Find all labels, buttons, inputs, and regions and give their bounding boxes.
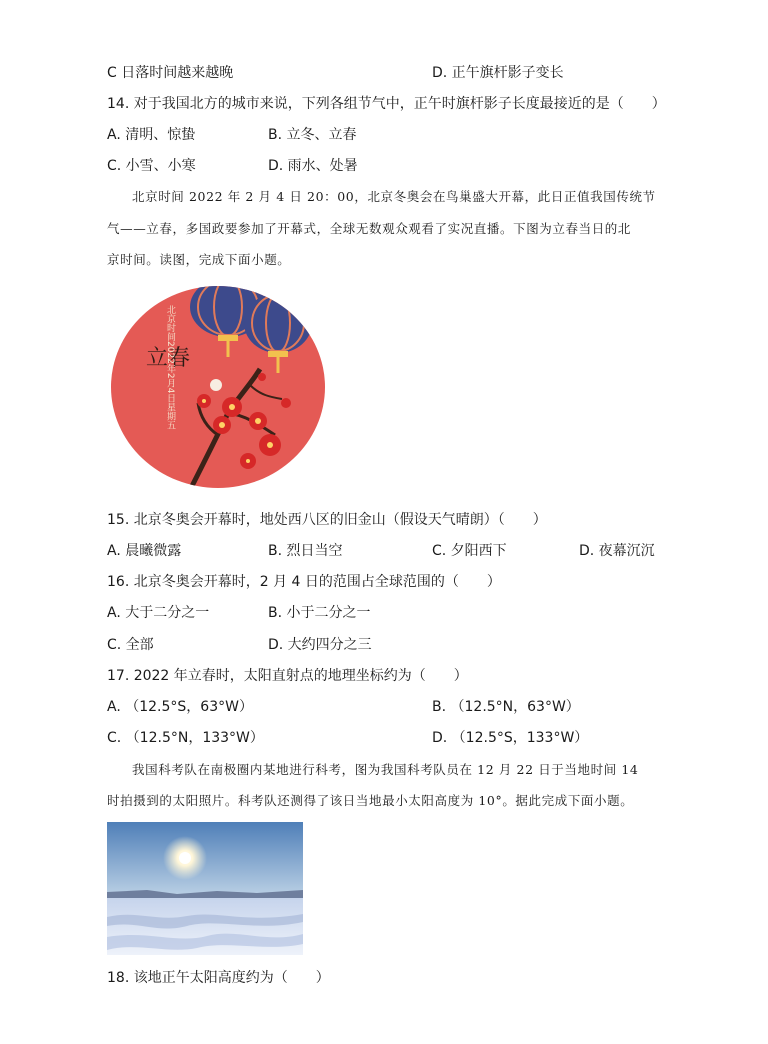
q17-stem: 17. 2022 年立春时，太阳直射点的地理坐标约为（ ） [107, 668, 468, 684]
antarctic-sun-photo [107, 822, 303, 955]
q18-stem: 18. 该地正午太阳高度约为（ ） [107, 970, 330, 986]
q15-option-a: A. 晨曦微露 [107, 543, 182, 559]
passage2-line1: 我国科考队在南极圈内某地进行科考，图为我国科考队员在 12 月 22 日于当地时间 14 [132, 762, 639, 777]
q15-stem: 15. 北京冬奥会开幕时，地处西八区的旧金山（假设天气晴朗）（ ） [107, 512, 547, 528]
q16-option-a: A. 大于二分之一 [107, 605, 210, 621]
passage1-line1: 北京时间 2022 年 2 月 4 日 20：00，北京冬奥会在鸟巢盛大开幕，此日正值我国传统节 [132, 189, 656, 204]
vertical-date-text: 北京时间2022年2月4日星期五 [165, 305, 175, 430]
q13-option-d: D. 正午旗杆影子变长 [432, 65, 564, 81]
q16-stem: 16. 北京冬奥会开幕时，2 月 4 日的范围占全球范围的（ ） [107, 574, 501, 590]
passage1-line3: 京时间。读图，完成下面小题。 [107, 252, 291, 267]
q14-option-a: A. 清明、惊蛰 [107, 127, 196, 143]
q17-option-b: B. （12.5°N，63°W） [432, 699, 580, 715]
q17-option-a: A. （12.5°S，63°W） [107, 699, 253, 715]
passage1-line2: 气——立春，多国政要参加了开幕式，全球无数观众观看了实况直播。下图为立春当日的北 [107, 221, 632, 236]
lichun-illustration [110, 285, 326, 490]
q14-option-c: C. 小雪、小寒 [107, 158, 196, 174]
q15-option-b: B. 烈日当空 [268, 543, 343, 559]
q14-stem: 14. 对于我国北方的城市来说，下列各组节气中，正午时旗杆影子长度最接近的是（ ） [107, 96, 666, 112]
q17-option-d: D. （12.5°S，133°W） [432, 730, 589, 746]
q16-option-d: D. 大约四分之三 [268, 637, 372, 653]
lichun-title: 立春 [146, 346, 191, 371]
q14-option-b: B. 立冬、立春 [268, 127, 357, 143]
q14-option-d: D. 雨水、处暑 [268, 158, 358, 174]
q15-option-d: D. 夜幕沉沉 [579, 543, 655, 559]
q17-option-c: C. （12.5°N，133°W） [107, 730, 264, 746]
q16-option-b: B. 小于二分之一 [268, 605, 371, 621]
q15-option-c: C. 夕阳西下 [432, 543, 507, 559]
q13-option-c: C 日落时间越来越晚 [107, 65, 234, 81]
q16-option-c: C. 全部 [107, 637, 154, 653]
passage2-line2: 时拍摄到的太阳照片。科考队还测得了该日当地最小太阳高度为 10°。据此完成下面小题。 [107, 793, 634, 808]
